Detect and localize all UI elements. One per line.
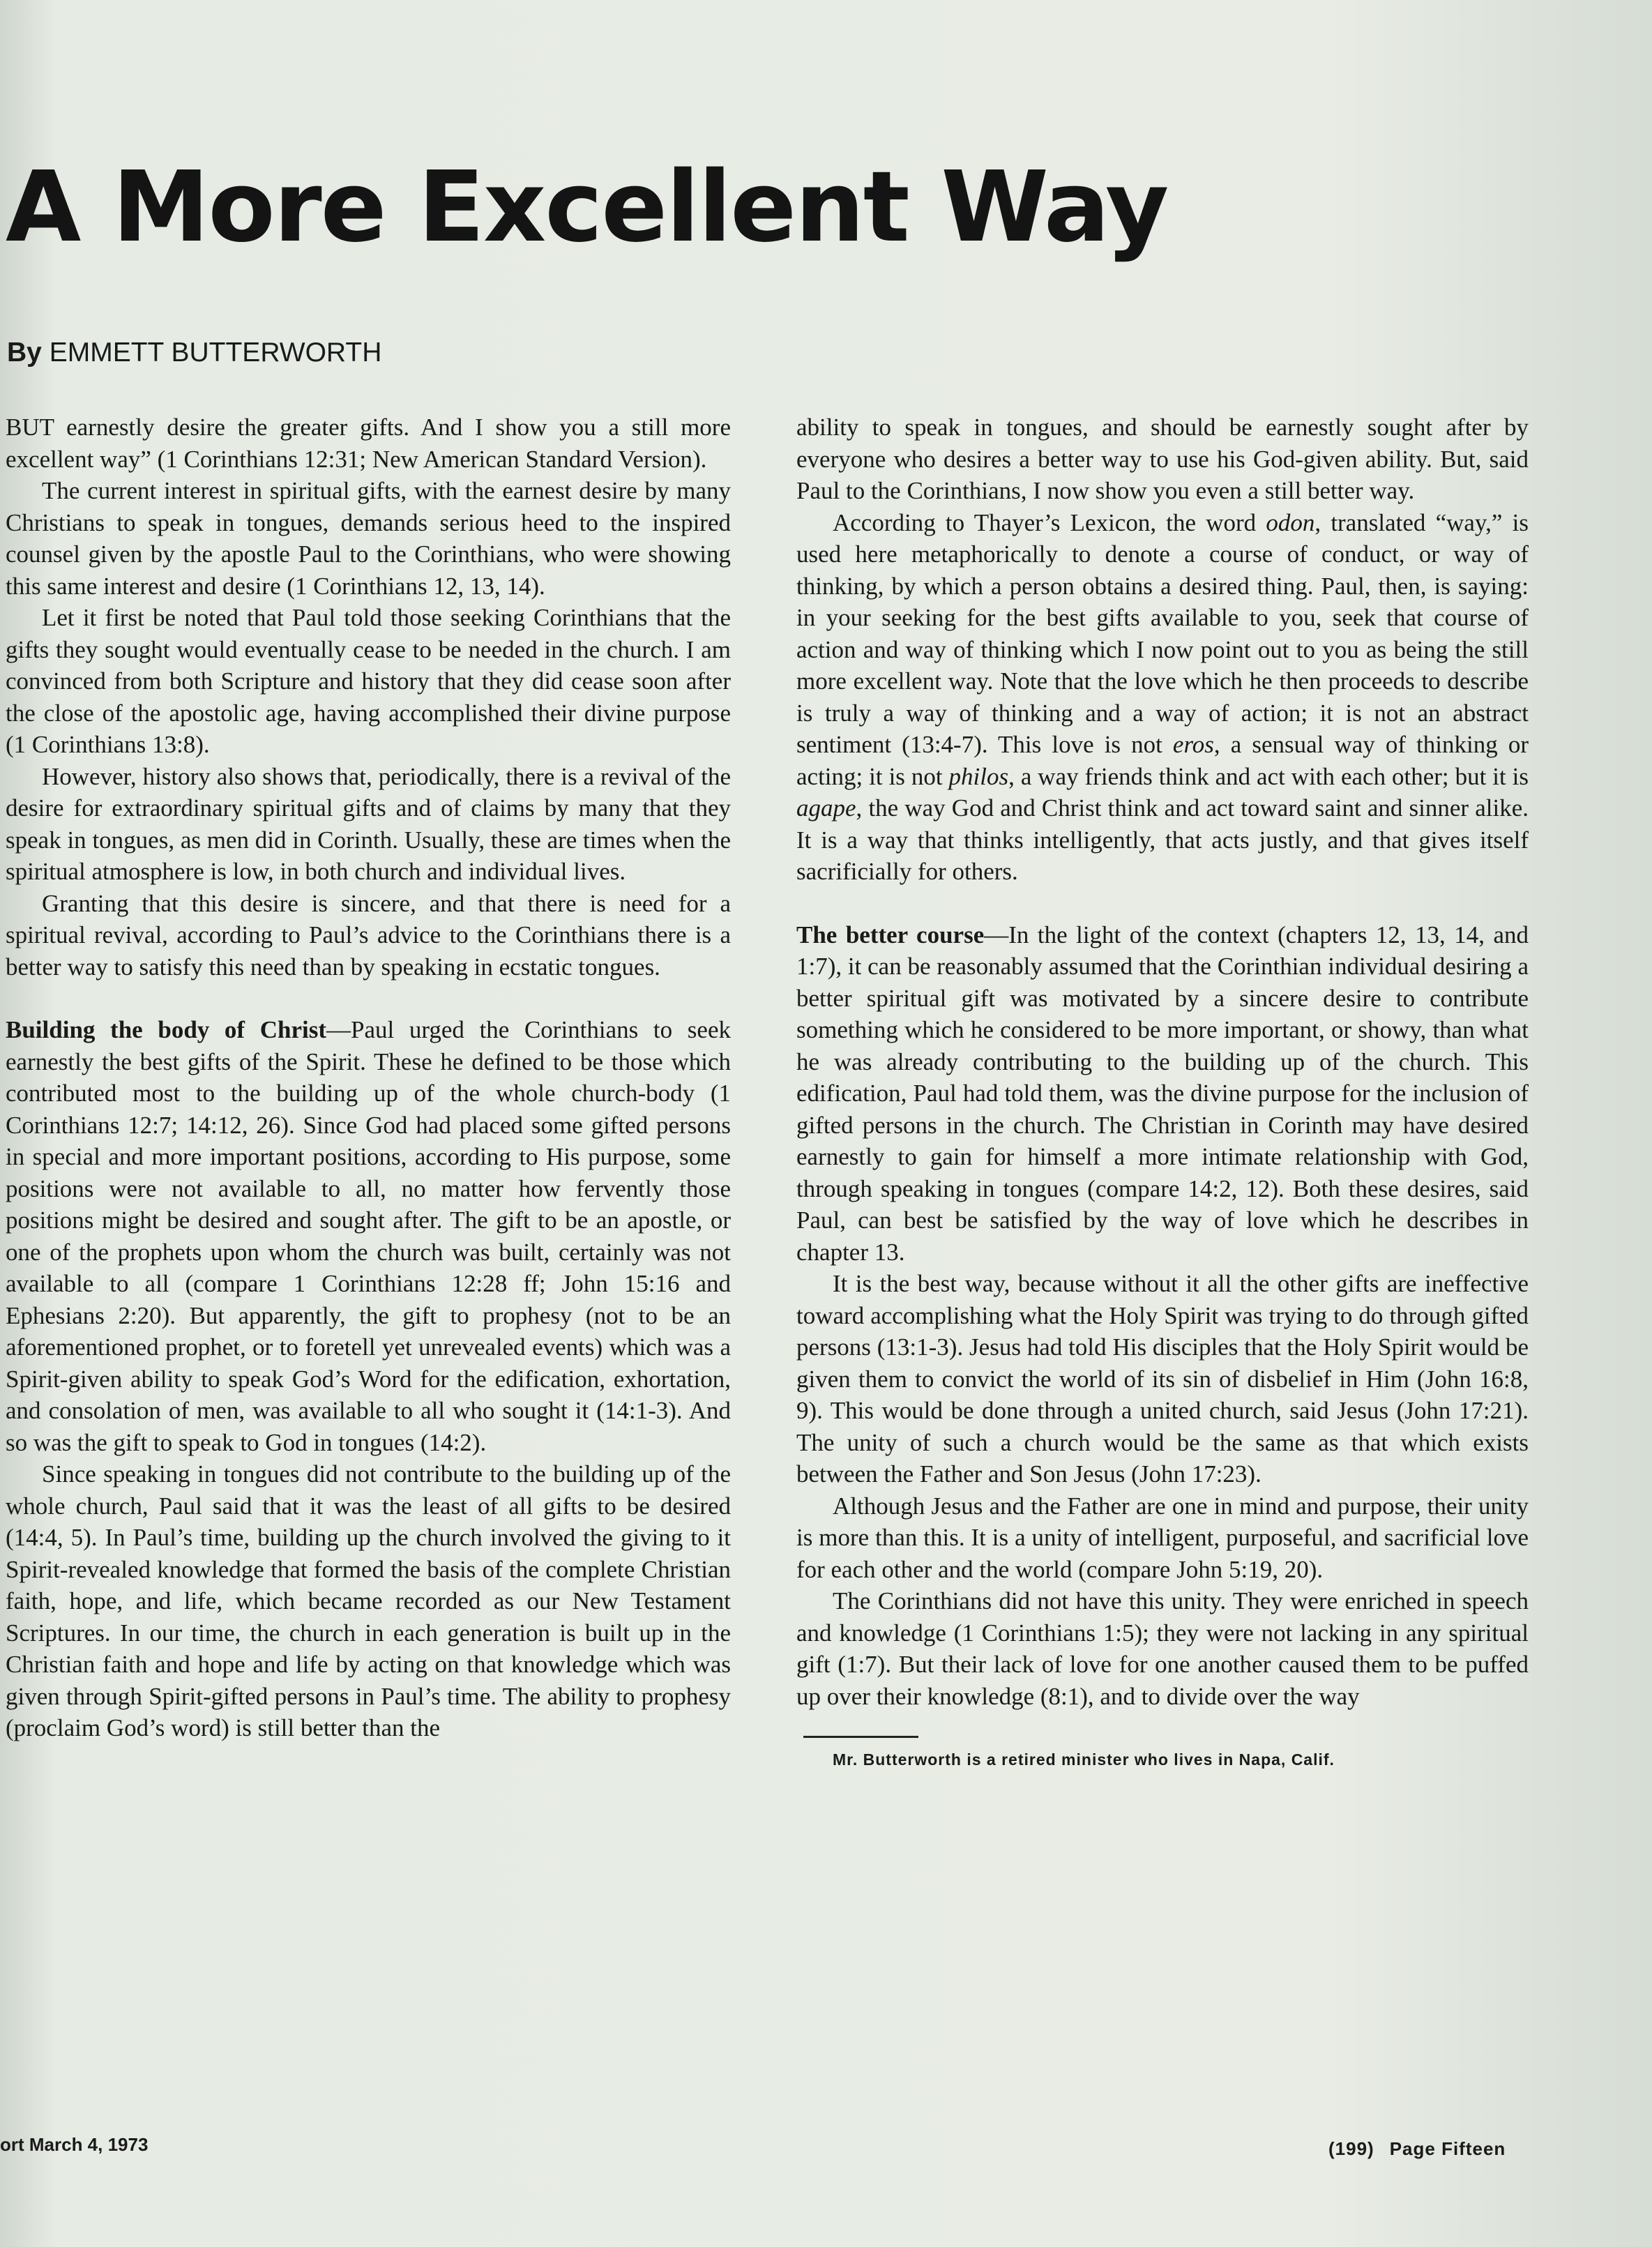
paragraph: ability to speak in tongues, and should be earnestly sought after by everyone who desires a better way to use his God-given ability. But, said Paul to the Corinthians, I now show you even a still better way. bbox=[796, 414, 1529, 504]
greek-term: agape bbox=[796, 794, 856, 822]
author-name: EMMETT BUTTERWORTH bbox=[49, 338, 382, 368]
paragraph bbox=[796, 919, 1529, 1269]
paragraph-text: According to Thayer’s Lexicon, the word bbox=[833, 508, 1266, 536]
footer-date: ort March 4, 1973 bbox=[0, 2134, 149, 2155]
paragraph: Let it first be noted that Paul told those seeking Corinthians that the gifts they sought would eventually cease to be needed in the church. I am convinced from both Scripture and history that they did cease soon after the close of the apostolic age, having accomplished their divine purpose (1 Corinthians 13:8). bbox=[6, 604, 731, 758]
greek-term: philos bbox=[948, 762, 1009, 790]
paragraph-text: —In the light of the context (chapters 12, 13, 14, and 1:7), it can be reasonably assumed that the Corinthian individual desiring a better spiritual gift was motivated by a sincere desire to contribute something which he considered to be more important, or showy, than what he was already contributing to the building up of the church. This edification, Paul had told them, was the divine purpose for the inclusion of gifted persons in the church. The Christian in Corinth may have desired earnestly to gain for himself a more intimate relationship with God, through speaking in tongues (compare 14:2, 12). Both these desires, said Paul, can best be satisfied by the way of love which he describes in chapter 13. bbox=[796, 921, 1529, 1266]
page-label: Page Fifteen bbox=[1389, 2138, 1506, 2159]
right-column bbox=[796, 411, 1529, 1770]
paragraph: BUT earnestly desire the greater gifts. And I show you a still more excellent way” (1 Corinthians 12:31; New American Standard Version). bbox=[6, 414, 731, 473]
paragraph bbox=[6, 1014, 731, 1458]
greek-term: eros bbox=[1172, 731, 1214, 758]
greek-term: odon bbox=[1266, 508, 1315, 536]
paragraph-text: , a way friends think and act with each other; but it is bbox=[1008, 762, 1529, 790]
paragraph-text: , translated “way,” is used here metaphorically to denote a course of conduct, or way of thinking, by which a person obtains a desired thing. Paul, then, is saying: in your seeking for the best gifts available to you, seek that course of action and way of thinking which I now point out to you as being the still more excellent way. Note that the love which he then proceeds to describe is truly a way of thinking and a way of action; it is not an abstract sentiment (13:4-7). This love is not bbox=[796, 508, 1529, 758]
byline bbox=[7, 338, 381, 368]
paragraph: Granting that this desire is sincere, and that there is need for a spiritual revival, according to Paul’s advice to the Corinthians there is a better way to satisfy this need than by speaking in ecstatic tongues. bbox=[6, 889, 731, 981]
page-code: (199) bbox=[1328, 2138, 1374, 2159]
footnote-divider bbox=[803, 1736, 918, 1738]
paragraph-text: , the way God and Christ think and act toward saint and sinner alike. It is a way that thinks intelligently, that acts justly, and that gives itself sacrificially for others. bbox=[796, 794, 1529, 885]
paragraph bbox=[796, 507, 1529, 888]
paragraph-text: , a sensual way of thinking or acting; it is not bbox=[796, 731, 1529, 790]
paragraph: It is the best way, because without it all the other gifts are ineffective toward accomplishing what the Holy Spirit was trying to do through gifted persons (13:1-3). Jesus had told His disciples that the Holy Spirit would be given them to convict the world of its sin of disbelief in Him (John 16:8, 9). This would be done through a united church, said Jesus (John 17:21). The unity of such a church would be the same as that which exists between the Father and Son Jesus (John 17:23). bbox=[796, 1270, 1529, 1488]
footnote: Mr. Butterworth is a retired minister who lives in Napa, Calif. bbox=[833, 1750, 1335, 1769]
paragraph: Since speaking in tongues did not contribute to the building up of the whole church, Paul said that it was the least of all gifts to be desired (14:4, 5). In Paul’s time, building up the church involved the giving to it Spirit-revealed knowledge that formed the basis of the complete Christian faith, hope, and life, which became recorded as our New Testament Scriptures. In our time, the church in each generation is built up in the Christian faith and hope and life by acting on that knowledge which was given through Spirit-gifted persons in Paul’s time. The ability to prophesy (proclaim God’s word) is still better than the bbox=[6, 1460, 731, 1741]
paragraph-text: —Paul urged the Corinthians to seek earnestly the best gifts of the Spirit. These he defined to be those which contributed most to the building up of the whole church-body (1 Corinthians 12:7; 14:12, 26). Since God had placed some gifted persons in special and more important positions, according to His purpose, some positions were not available to all, no matter how fervently those positions might be desired and sought after. The gift to be an apostle, or one of the prophets upon whom the church was built, certainly was not available to all (compare 1 Corinthians 12:28 ff; John 15:16 and Ephesians 2:20). But apparently, the gift to prophesy (not to be an aforementioned prophet, or to foretell yet unrevealed events) which was a Spirit-given ability to speak God’s Word for the edification, exhortation, and consolation of men, was available to all who sought it (14:1-3). And so was the gift to speak to God in tongues (14:2). bbox=[6, 1016, 731, 1456]
article-title: A More Excellent Way bbox=[6, 151, 1168, 264]
paragraph: Although Jesus and the Father are one in mind and purpose, their unity is more than this. It is a unity of intelligent, purposeful, and sacrificial love for each other and the world (compare John 5:19, 20). bbox=[796, 1492, 1529, 1583]
paragraph: The current interest in spiritual gifts, with the earnest desire by many Christians to speak in tongues, demands serious heed to the inspired counsel given by the apostle Paul to the Corinthians, who were showing this same interest and desire (1 Corinthians 12, 13, 14). bbox=[6, 477, 731, 600]
byline-prefix: By bbox=[7, 338, 42, 368]
paragraph: However, history also shows that, periodically, there is a revival of the desire for extraordinary spiritual gifts and of claims by many that they speak in tongues, as men did in Corinth. Usually, these are times when the spiritual atmosphere is low, in both church and individual lives. bbox=[6, 762, 731, 885]
left-column bbox=[6, 411, 731, 1744]
paragraph: The Corinthians did not have this unity. They were enriched in speech and knowledge (1 Corinthians 1:5); they were not lacking in any spiritual gift (1:7). But their lack of love for one another caused them to be puffed up over their knowledge (8:1), and to divide over the way bbox=[796, 1587, 1529, 1710]
footer-page bbox=[1328, 2138, 1506, 2160]
section-heading: Building the body of Christ bbox=[6, 1016, 326, 1043]
section-heading: The better course bbox=[796, 921, 985, 948]
